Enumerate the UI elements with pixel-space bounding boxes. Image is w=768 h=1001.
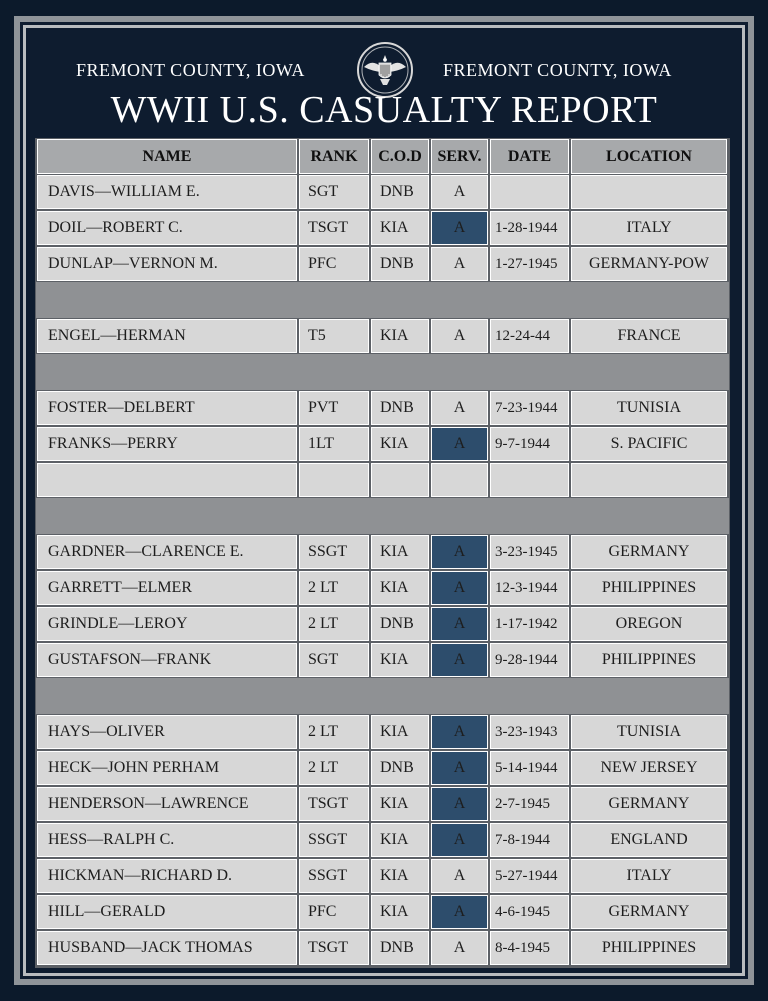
serv-cell: A: [431, 787, 488, 821]
cod-cell: DNB: [371, 931, 429, 965]
location-cell: TUNISIA: [571, 391, 727, 425]
location-cell: GERMANY: [571, 535, 727, 569]
cod-cell: DNB: [371, 751, 429, 785]
serv-cell: A: [431, 571, 488, 605]
name-cell: HILL—GERALD: [37, 895, 297, 929]
rank-cell: SSGT: [299, 535, 369, 569]
date-cell: 1-17-1942: [490, 607, 569, 641]
cod-cell: KIA: [371, 319, 429, 353]
location-cell: [571, 175, 727, 209]
serv-cell: A: [431, 427, 488, 461]
rank-cell: 2 LT: [299, 751, 369, 785]
date-cell: 12-3-1944: [490, 571, 569, 605]
location-cell: ITALY: [571, 211, 727, 245]
date-cell: 1-27-1945: [490, 247, 569, 281]
serv-cell: A: [431, 247, 488, 281]
date-cell: [490, 463, 569, 497]
location-cell: GERMANY: [571, 787, 727, 821]
cod-cell: KIA: [371, 643, 429, 677]
table-row: [35, 642, 730, 678]
location-cell: OREGON: [571, 607, 727, 641]
cod-cell: KIA: [371, 787, 429, 821]
location-cell: PHILIPPINES: [571, 643, 727, 677]
name-cell: DAVIS—WILLIAM E.: [37, 175, 297, 209]
rank-cell: 1LT: [299, 427, 369, 461]
rank-cell: TSGT: [299, 931, 369, 965]
table-row: [35, 930, 730, 966]
column-header: C.O.D: [371, 139, 429, 174]
group-divider: [36, 678, 729, 714]
column-header: DATE: [490, 139, 569, 174]
serv-cell: A: [431, 319, 488, 353]
name-cell: HECK—JOHN PERHAM: [37, 751, 297, 785]
date-cell: 9-7-1944: [490, 427, 569, 461]
table-row: [35, 390, 730, 426]
table-row: [35, 534, 730, 570]
name-cell: FOSTER—DELBERT: [37, 391, 297, 425]
serv-cell: A: [431, 643, 488, 677]
serv-cell: A: [431, 859, 488, 893]
rank-cell: PVT: [299, 391, 369, 425]
serv-cell: A: [431, 751, 488, 785]
location-cell: PHILIPPINES: [571, 571, 727, 605]
rank-cell: 2 LT: [299, 715, 369, 749]
cod-cell: [371, 463, 429, 497]
table-row: [35, 786, 730, 822]
name-cell: DUNLAP—VERNON M.: [37, 247, 297, 281]
date-cell: 1-28-1944: [490, 211, 569, 245]
location-cell: TUNISIA: [571, 715, 727, 749]
name-cell: HAYS—OLIVER: [37, 715, 297, 749]
column-header: LOCATION: [571, 139, 727, 174]
date-cell: [490, 175, 569, 209]
table-row: [35, 210, 730, 246]
date-cell: 12-24-44: [490, 319, 569, 353]
rank-cell: PFC: [299, 895, 369, 929]
name-cell: GARDNER—CLARENCE E.: [37, 535, 297, 569]
table-row: [35, 606, 730, 642]
name-cell: DOIL—ROBERT C.: [37, 211, 297, 245]
county-label-left: FREMONT COUNTY, IOWA: [76, 60, 305, 80]
group-divider: [36, 282, 729, 318]
name-cell: HENDERSON—LAWRENCE: [37, 787, 297, 821]
name-cell: FRANKS—PERRY: [37, 427, 297, 461]
name-cell: HUSBAND—JACK THOMAS: [37, 931, 297, 965]
name-cell: HESS—RALPH C.: [37, 823, 297, 857]
name-cell: GUSTAFSON—FRANK: [37, 643, 297, 677]
date-cell: 2-7-1945: [490, 787, 569, 821]
county-label-right: FREMONT COUNTY, IOWA: [443, 60, 672, 80]
rank-cell: TSGT: [299, 787, 369, 821]
rank-cell: SSGT: [299, 823, 369, 857]
date-cell: 5-14-1944: [490, 751, 569, 785]
table-row: [35, 426, 730, 462]
serv-cell: A: [431, 535, 488, 569]
table-row: [35, 570, 730, 606]
cod-cell: DNB: [371, 607, 429, 641]
table-row: [35, 750, 730, 786]
serv-cell: A: [431, 931, 488, 965]
rank-cell: PFC: [299, 247, 369, 281]
location-cell: S. PACIFIC: [571, 427, 727, 461]
table-row: [35, 714, 730, 750]
location-cell: [571, 463, 727, 497]
cod-cell: KIA: [371, 571, 429, 605]
location-cell: GERMANY-POW: [571, 247, 727, 281]
location-cell: ENGLAND: [571, 823, 727, 857]
name-cell: ENGEL—HERMAN: [37, 319, 297, 353]
table-row: [35, 894, 730, 930]
table-row: [35, 462, 730, 498]
cod-cell: KIA: [371, 859, 429, 893]
rank-cell: 2 LT: [299, 571, 369, 605]
location-cell: FRANCE: [571, 319, 727, 353]
group-divider: [36, 354, 729, 390]
table-row: [35, 822, 730, 858]
serv-cell: A: [431, 895, 488, 929]
name-cell: GARRETT—ELMER: [37, 571, 297, 605]
serv-cell: A: [431, 391, 488, 425]
date-cell: 4-6-1945: [490, 895, 569, 929]
cod-cell: KIA: [371, 535, 429, 569]
cod-cell: KIA: [371, 715, 429, 749]
rank-cell: SGT: [299, 643, 369, 677]
location-cell: NEW JERSEY: [571, 751, 727, 785]
serv-cell: A: [431, 823, 488, 857]
location-cell: GERMANY: [571, 895, 727, 929]
report-title: WWII U.S. CASUALTY REPORT: [110, 89, 658, 131]
rank-cell: [299, 463, 369, 497]
date-cell: 3-23-1943: [490, 715, 569, 749]
serv-cell: A: [431, 607, 488, 641]
rank-cell: T5: [299, 319, 369, 353]
column-header: SERV.: [431, 139, 488, 174]
table-row: [35, 858, 730, 894]
date-cell: 7-23-1944: [490, 391, 569, 425]
date-cell: 3-23-1945: [490, 535, 569, 569]
group-divider: [36, 498, 729, 534]
rank-cell: TSGT: [299, 211, 369, 245]
table-row: [35, 246, 730, 282]
table-row: [35, 318, 730, 354]
date-cell: 7-8-1944: [490, 823, 569, 857]
date-cell: 8-4-1945: [490, 931, 569, 965]
date-cell: 9-28-1944: [490, 643, 569, 677]
rank-cell: 2 LT: [299, 607, 369, 641]
location-cell: PHILIPPINES: [571, 931, 727, 965]
serv-cell: A: [431, 211, 488, 245]
name-cell: [37, 463, 297, 497]
location-cell: ITALY: [571, 859, 727, 893]
column-header: NAME: [37, 139, 297, 174]
serv-cell: A: [431, 175, 488, 209]
cod-cell: KIA: [371, 895, 429, 929]
cod-cell: KIA: [371, 427, 429, 461]
cod-cell: DNB: [371, 247, 429, 281]
casualty-table: [35, 138, 730, 968]
column-header: RANK: [299, 139, 369, 174]
serv-cell: [431, 463, 488, 497]
rank-cell: SGT: [299, 175, 369, 209]
cod-cell: DNB: [371, 391, 429, 425]
cod-cell: KIA: [371, 211, 429, 245]
table-row: [35, 174, 730, 210]
name-cell: HICKMAN—RICHARD D.: [37, 859, 297, 893]
name-cell: GRINDLE—LEROY: [37, 607, 297, 641]
date-cell: 5-27-1944: [490, 859, 569, 893]
cod-cell: KIA: [371, 823, 429, 857]
serv-cell: A: [431, 715, 488, 749]
cod-cell: DNB: [371, 175, 429, 209]
rank-cell: SSGT: [299, 859, 369, 893]
